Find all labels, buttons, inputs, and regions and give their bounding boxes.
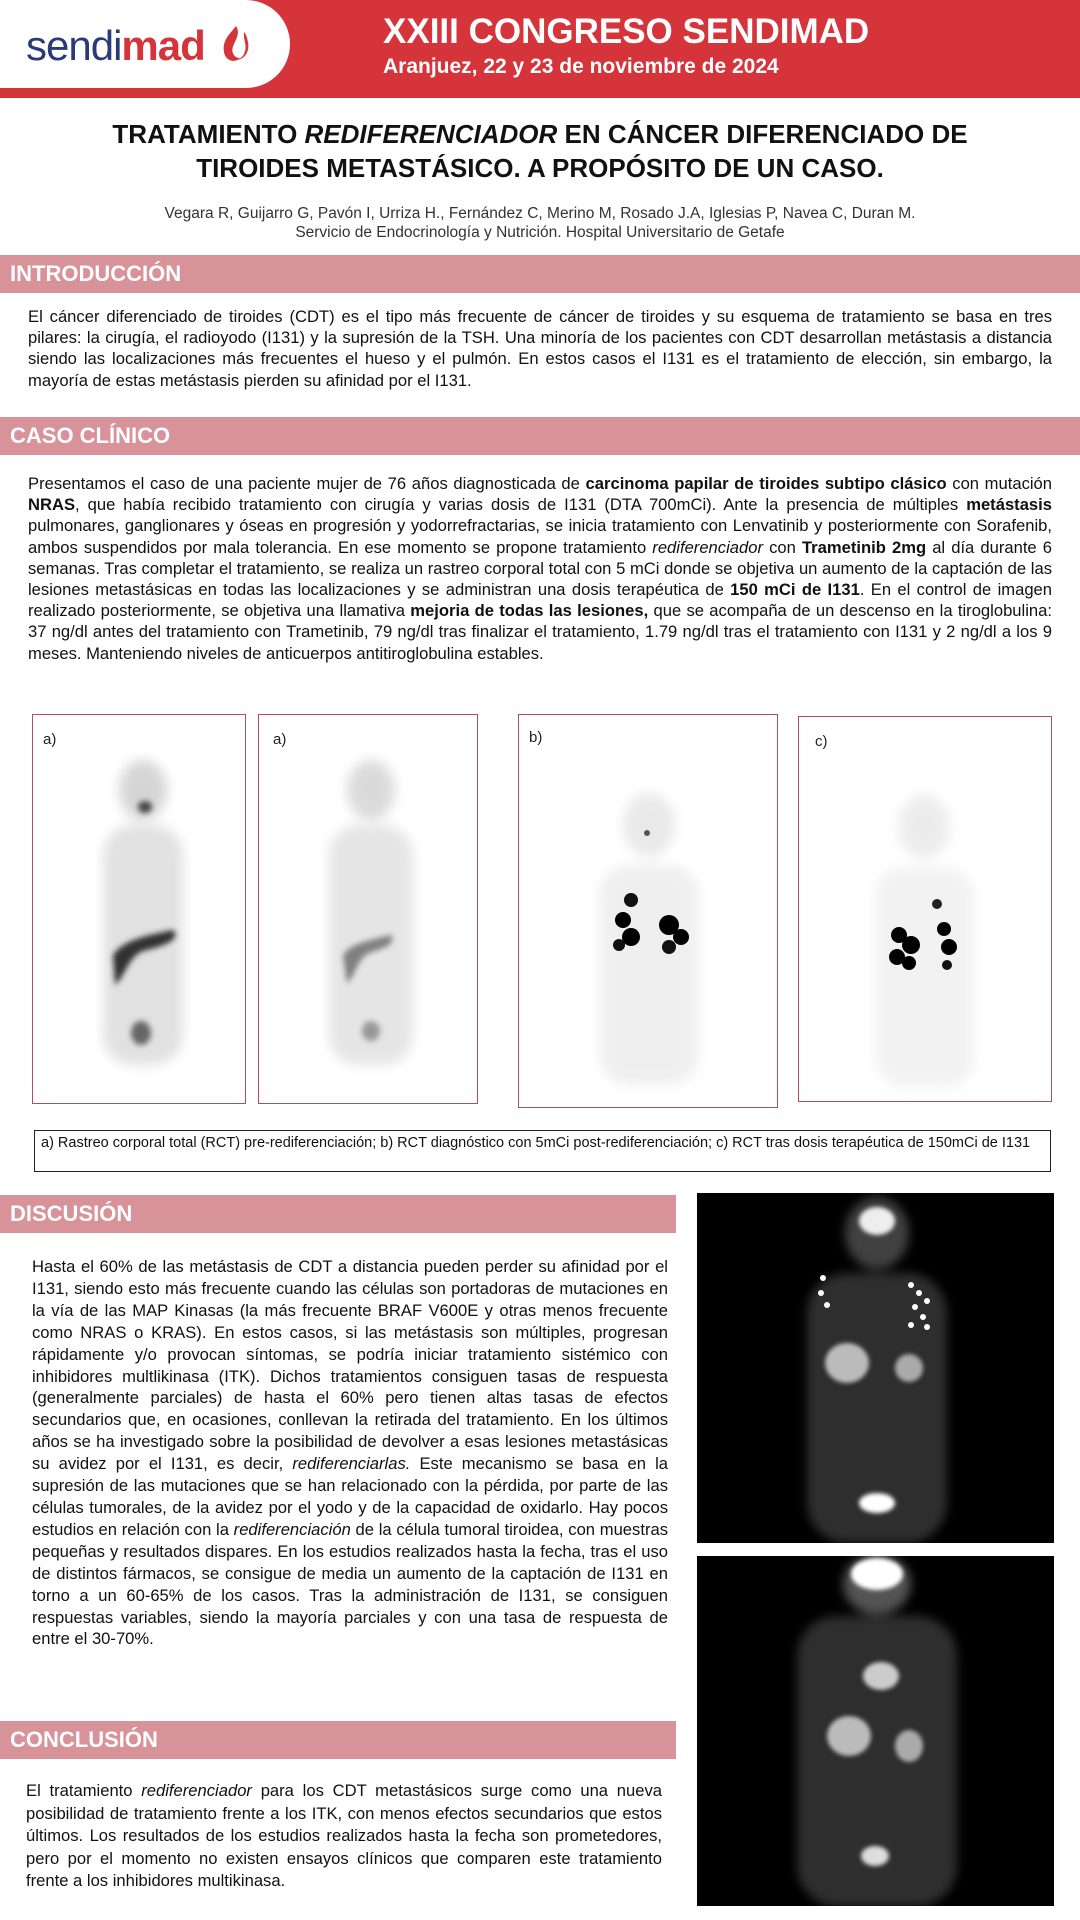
panel-label: c)	[815, 733, 828, 750]
pet-scan-image-2	[697, 1556, 1054, 1906]
scan-panel-a1	[32, 714, 246, 1104]
sendimad-logo: sendimad	[26, 22, 205, 69]
scan-panel-b	[518, 714, 778, 1108]
logo-container	[0, 0, 290, 88]
conclusion-text: El tratamiento rediferenciador para los CDT metastásicos surge como una nueva posibilidad de tratamiento frente a los ITK, con menos efectos secundarios que estos últimos. Los resultados de los estudios realizados hasta la fecha son prometedores, pero por el momento no existen ensayos clínicos que comparen este tratamiento frente a los inhibidores multikinasa.	[26, 1781, 662, 1890]
congress-subtitle: Aranjuez, 22 y 23 de noviembre de 2024	[383, 55, 779, 78]
authors: Vegara R, Guijarro G, Pavón I, Urriza H., Fernández C, Merino M, Rosado J.A, Iglesias P, Navea C, Duran M.	[164, 205, 916, 222]
section-heading-conclusion: CONCLUSIÓN	[0, 1721, 676, 1759]
scan-image-a2	[259, 715, 478, 1104]
pet-scan-image-1	[697, 1193, 1054, 1543]
section-heading-introduccion: INTRODUCCIÓN	[0, 255, 1080, 293]
scan-panel-a2	[258, 714, 478, 1104]
scan-panel-c	[798, 716, 1052, 1102]
authors-block	[40, 204, 1040, 242]
discusion-text: Hasta el 60% de las metástasis de CDT a distancia pueden perder su afinidad por el I131, siendo esto más frecuente cuando las células son portadoras de mutaciones en la vía de las MAP Kinasas (la más frecuente BRAF V600E y otras menos frecuente como NRAS o KRAS). En estos casos, si las metástasis son múltiples, progresan rápidamente y/o provocan síntomas, se podría iniciar tratamiento sistémico con inhibidores multlikinasa (ITK). Dichos tratamientos consiguen tasas de respuesta (generalmente parciales) de hasta el 60% pero tienen altas tasas de efectos secundarios que, en ocasiones, conllevan la retirada del tratamiento. En los últimos años se ha investigado sobre la posibilidad de devolver a esas lesiones metastásicas su avidez por el I131, es decir, rediferenciarlas. Este mecanismo se basa en la supresión de las mutaciones que se han relacionado con la pérdida, por parte de las células tumorales, de la avidez por el yodo y de la capacidad de oxidarlo. Hay pocos estudios en relación con la rediferenciación de la célula tumoral tiroidea, con muestras pequeñas y resultados dispares. En los estudios realizados hasta la fecha, tras el uso de distintos fármacos, se consigue de media un aumento de la captación de I131 en torno a un 60-65% de los casos. Tras la administración de I131, se consiguen respuestas variables, siendo la mayoría parciales y con una tasa de respuesta de entre el 30-70%.	[32, 1257, 668, 1649]
scan-image-c	[799, 717, 1052, 1102]
poster-header	[0, 0, 1080, 98]
poster-title: TRATAMIENTO REDIFERENCIADOR EN CÁNCER DIFERENCIADO DE TIROIDES METASTÁSICO. A PROPÓSITO DE UN CASO.	[112, 119, 968, 183]
panel-label: a)	[273, 731, 287, 748]
introduccion-text: El cáncer diferenciado de tiroides (CDT) es el tipo más frecuente de cáncer de tiroides y su esquema de tratamiento se basa en tres pilares: la cirugía, el radioyodo (I131) y la supresión de la TSH. Una minoría de los pacientes con CDT desarrollan metástasis a distancia siendo las localizaciones más frecuentes el hueso y el pulmón. En estos casos el I131 es el tratamiento de elección, sin embargo, la mayoría de estas metástasis pierden su afinidad por el I131.	[28, 307, 1052, 390]
section-heading-caso-clinico: CASO CLÍNICO	[0, 417, 1080, 455]
scan-image-b	[519, 715, 778, 1108]
panel-label: b)	[529, 729, 543, 746]
scan-image-a1	[33, 715, 246, 1104]
caso-clinico-text: Presentamos el caso de una paciente mujer de 76 años diagnosticada de carcinoma papilar de tiroides subtipo clásico con mutación NRAS, que había recibido tratamiento con cirugía y varias dosis de I131 (DTA 700mCi). Ante la presencia de múltiples metástasis pulmonares, ganglionares y óseas en progresión y yodorrefractarias, se inicia tratamiento con Lenvatinib y posteriormente con Sorafenib, ambos suspendidos por mala tolerancia. En ese momento se propone tratamiento rediferenciador con Trametinib 2mg al día durante 6 semanas. Tras completar el tratamiento, se realiza un rastreo corporal total con 5 mCi donde se objetiva un aumento de la captación de las lesiones metastásicas en todas las localizaciones y se administran una dosis terapéutica de 150 mCi de I131. En el control de imagen realizado posteriormente, se objetiva una llamativa mejoria de todas las lesiones, que se acompaña de un descenso en la tiroglobulina: 37 ng/dl antes del tratamiento con Trametinib, 79 ng/dl tras finalizar el tratamiento, 1.79 ng/dl tras el tratamiento con I131 y 2 ng/dl a los 9 meses. Manteniendo niveles de anticuerpos antitiroglobulina estables.	[28, 474, 1053, 663]
affiliation: Servicio de Endocrinología y Nutrición. Hospital Universitario de Getafe	[295, 224, 785, 241]
figure-caption: a) Rastreo corporal total (RCT) pre-rediferenciación; b) RCT diagnóstico con 5mCi post-rediferenciación; c) RCT tras dosis terapéutica de 150mCi de I131	[34, 1130, 1051, 1172]
section-heading-discusion: DISCUSIÓN	[0, 1195, 676, 1233]
panel-label: a)	[43, 731, 57, 748]
flame-logo-icon	[210, 22, 254, 66]
congress-title: XXIII CONGRESO SENDIMAD	[383, 12, 870, 51]
